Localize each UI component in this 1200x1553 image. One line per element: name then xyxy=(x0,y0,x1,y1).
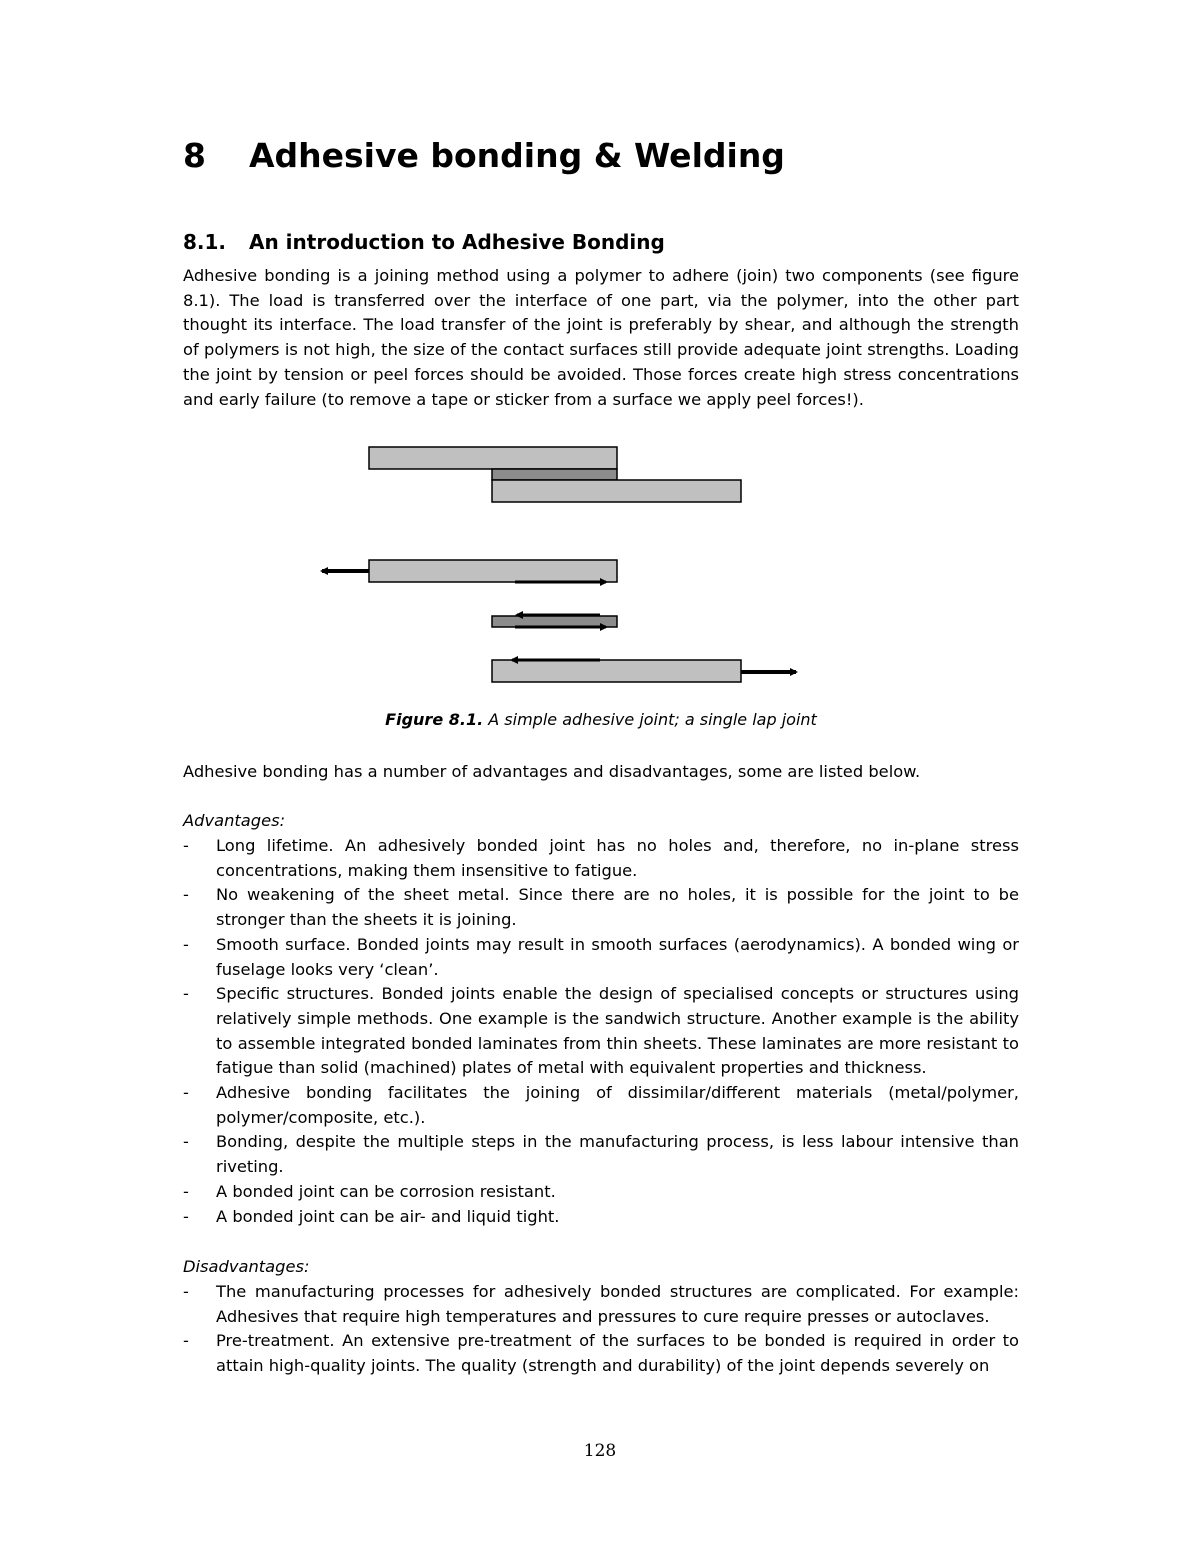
list-item: - A bonded joint can be corrosion resistant. xyxy=(183,1181,556,1201)
figure-caption xyxy=(183,708,1019,732)
list-item-text: Specific structures. Bonded joints enable the design of specialised concepts or structures using relatively simple methods. One example is the sandwich structure. Another example is the ability to assemble integrated bonded laminates from thin sheets. These laminates are more resistant to fatigue than solid (machined) plates of metal with equivalent properties and thickness. xyxy=(216,984,1019,1078)
figure-caption-text: A simple adhesive joint; a single lap joint xyxy=(483,710,817,729)
lower-adherend xyxy=(492,480,741,502)
list-item: - Adhesive bonding facilitates the joining of dissimilar/different materials (metal/polymer, polymer/composite, etc.). xyxy=(183,1083,1019,1127)
page-number: 128 xyxy=(583,1441,617,1461)
figure-label: Figure 8.1. xyxy=(385,710,484,729)
list-item-text: A bonded joint can be air- and liquid tight. xyxy=(216,1206,560,1226)
lower-adherend-fbd xyxy=(492,660,741,682)
assembled-joint xyxy=(369,447,741,502)
chapter-number: 8 xyxy=(183,136,206,175)
advantages-list xyxy=(183,834,1019,1229)
list-item-text: Smooth surface. Bonded joints may result in smooth surfaces (aerodynamics). A bonded wing or fuselage looks very ‘clean’. xyxy=(216,934,1019,979)
list-item-text: A bonded joint can be corrosion resistant. xyxy=(216,1181,556,1201)
advantages-lead-paragraph: Adhesive bonding has a number of advantages and disadvantages, some are listed below. xyxy=(183,762,921,781)
chapter-title: Adhesive bonding & Welding xyxy=(249,136,785,175)
list-item: - Pre-treatment. An extensive pre-treatment of the surfaces to be bonded is required in order to attain high-quality joints. The quality (strength and durability) of the joint depends severely on xyxy=(183,1331,1019,1376)
section-heading xyxy=(183,228,665,256)
section-number: 8.1. xyxy=(183,230,227,254)
upper-adherend xyxy=(369,447,617,469)
list-item-text: Long lifetime. An adhesively bonded joint has no holes and, therefore, no in-plane stress concentrations, making them insensitive to fatigue. xyxy=(216,836,1019,880)
intro-paragraph: Adhesive bonding is a joining method using a polymer to adhere (join) two components (see figure 8.1). The load is transferred over the interface of one part, via the polymer, into the other part thought its interface. The load transfer of the joint is preferably by shear, and although the strength of polymers is not high, the size of the contact surfaces still provide adequate joint strengths. Loading the joint by tension or peel forces should be avoided. Those forces create high stress concentrations and early failure (to remove a tape or sticker from a surface we apply peel forces!). xyxy=(183,266,1019,409)
list-item: - No weakening of the sheet metal. Since there are no holes, it is possible for the joint to be stronger than the sheets it is joining. xyxy=(183,885,1019,930)
lap-joint-figure xyxy=(300,436,810,690)
list-item-text: Pre-treatment. An extensive pre-treatment of the surfaces to be bonded is required in order to attain high-quality joints. The quality (strength and durability) of the joint depends severely on xyxy=(216,1331,1019,1376)
list-item-text: Adhesive bonding facilitates the joining of dissimilar/different materials (metal/polymer, polymer/composite, etc.). xyxy=(216,1083,1019,1127)
list-item: - Bonding, despite the multiple steps in the manufacturing process, is less labour intensive than riveting. xyxy=(183,1132,1019,1177)
list-item: - Specific structures. Bonded joints enable the design of specialised concepts or structures using relatively simple methods. One example is the sandwich structure. Another example is the ability to assemble integrated bonded laminates from thin sheets. These laminates are more resistant to fatigue than solid (machined) plates of metal with equivalent properties and thickness. xyxy=(183,984,1019,1078)
list-item: - The manufacturing processes for adhesively bonded structures are complicated. For example: Adhesives that require high temperatures and pressures to cure require presses or autoclaves. xyxy=(183,1282,1019,1326)
list-item: - Smooth surface. Bonded joints may result in smooth surfaces (aerodynamics). A bonded wing or fuselage looks very ‘clean’. xyxy=(183,934,1019,979)
upper-adherend-fbd xyxy=(369,560,617,582)
free-body-diagram xyxy=(322,560,796,682)
list-item-text: Bonding, despite the multiple steps in the manufacturing process, is less labour intensive than riveting. xyxy=(216,1132,1019,1177)
adhesive-layer-fbd xyxy=(492,616,617,627)
chapter-heading xyxy=(183,134,785,178)
list-item-text: The manufacturing processes for adhesively bonded structures are complicated. For example: Adhesives that require high temperatures and pressures to cure require presses or autoclaves. xyxy=(216,1282,1019,1326)
disadvantages-heading: Disadvantages: xyxy=(183,1257,310,1276)
advantages-heading: Advantages: xyxy=(183,811,286,830)
adhesive-layer xyxy=(492,469,617,480)
list-item: - A bonded joint can be air- and liquid tight. xyxy=(183,1206,560,1226)
section-title: An introduction to Adhesive Bonding xyxy=(249,230,665,254)
list-item-text: No weakening of the sheet metal. Since there are no holes, it is possible for the joint to be stronger than the sheets it is joining. xyxy=(216,885,1019,930)
disadvantages-list xyxy=(183,1280,1019,1379)
list-item: - Long lifetime. An adhesively bonded joint has no holes and, therefore, no in-plane stress concentrations, making them insensitive to fatigue. xyxy=(183,836,1019,880)
